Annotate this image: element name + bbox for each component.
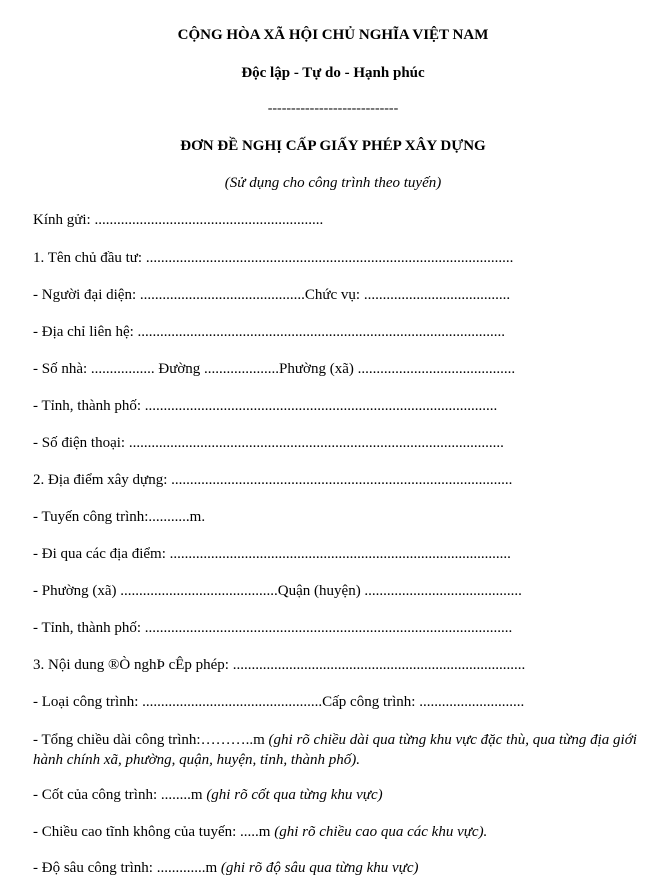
line-di-qua-dia-diem: - Đi qua các địa điểm: ...........................................................................................	[33, 546, 511, 562]
line-nguoi-dai-dien: - Người đại diện: ............................................Chức vụ: .......................................	[33, 287, 511, 303]
line-tuyen-cong-trinh: - Tuyến công trình:...........m.	[33, 509, 206, 525]
line-so-nha: - Số nhà: ................. Đường ....................Phường (xã) ..........................................	[33, 361, 516, 377]
divider: ----------------------------	[267, 101, 399, 116]
motto: Độc lập - Tự do - Hạnh phúc	[241, 65, 425, 81]
do-sau-label: - Độ sâu công trình: .............m	[33, 860, 221, 876]
line-cot-cong-trinh	[33, 787, 383, 804]
line-tinh-thanh-pho-2: - Tỉnh, thành phố: ..................................................................................................	[33, 620, 513, 636]
line-loai-cong-trinh: - Loại công trình: ................................................Cấp công trình: ............................	[33, 694, 525, 710]
line-dia-diem-xay-dung: 2. Địa điểm xây dựng: ...........................................................................................	[33, 472, 513, 488]
line-kinh-gui: Kính gửi: .............................................................	[33, 212, 324, 228]
line-chieu-cao-tinh-khong	[33, 824, 487, 841]
cot-note: (ghi rõ cốt qua từng khu vực)	[206, 787, 383, 803]
cot-label: - Cốt của công trình: ........m	[33, 787, 207, 803]
line-tinh-thanh-pho-1: - Tỉnh, thành phố: ..............................................................................................	[33, 398, 498, 414]
nation-heading: CỘNG HÒA XÃ HỘI CHỦ NGHĨA VIỆT NAM	[177, 27, 489, 43]
line-noi-dung: 3. Nội dung ®Ò nghÞ cÊp phép: ..............................................................................	[33, 657, 526, 673]
tong-chieu-dai-note: (ghi rõ chiều dài qua từng khu vực đặc thù, qua từng địa giới hành chính xã, phường, quận, huyện, tỉnh, thành phố).	[33, 732, 637, 768]
line-phuong-quan: - Phường (xã) ..........................................Quận (huyện) ..........................................	[33, 583, 522, 599]
line-do-sau-cong-trinh	[33, 860, 419, 877]
line-dia-chi: - Địa chỉ liên hệ: ..................................................................................................	[33, 324, 506, 340]
chieu-cao-label: - Chiều cao tĩnh không của tuyến: .....m	[33, 824, 275, 840]
do-sau-note: (ghi rõ độ sâu qua từng khu vực)	[220, 860, 419, 876]
tong-chieu-dai-label: - Tổng chiều dài công trình:………..m	[33, 732, 269, 748]
document-title: ĐƠN ĐỀ NGHỊ CẤP GIẤY PHÉP XÂY DỰNG	[180, 138, 486, 154]
chieu-cao-note: (ghi rõ chiều cao qua các khu vực).	[274, 824, 488, 840]
line-tong-chieu-dai	[33, 730, 663, 770]
document-subtitle: (Sử dụng cho công trình theo tuyến)	[224, 175, 442, 191]
line-chu-dau-tu: 1. Tên chủ đầu tư: ..................................................................................................	[33, 250, 514, 266]
line-so-dien-thoai: - Số điện thoại: ....................................................................................................	[33, 435, 504, 451]
